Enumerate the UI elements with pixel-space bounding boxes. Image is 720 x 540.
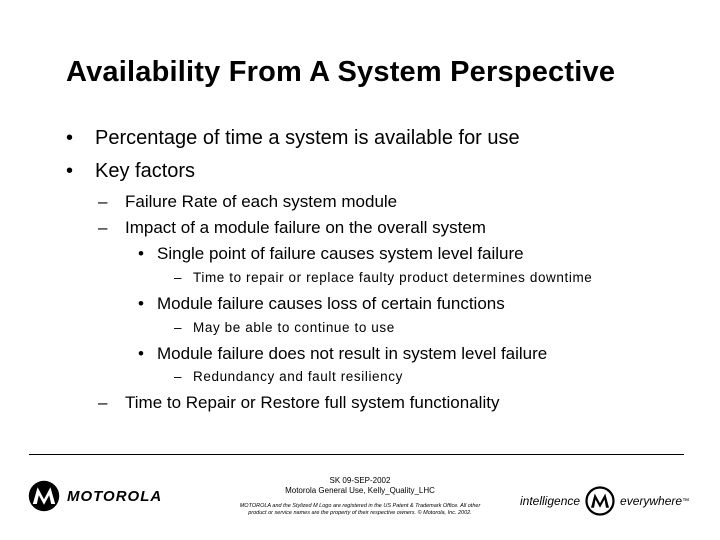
bullet-marker: – [98,393,108,412]
bullet-marker: – [174,320,183,335]
footer-classification: Motorola General Use, Kelly_Quality_LHC [285,486,435,495]
footer-info [210,476,510,496]
bullet-level2 [98,192,397,212]
tagline-intelligence: intelligence [520,494,581,508]
bullet-text: Module failure causes loss of certain functions [157,294,505,313]
bullet-text: Failure Rate of each system module [125,192,398,211]
legal-line-1: MOTOROLA and the Stylized M Logo are registered in the US Patent & Trademark Office. All other [239,503,481,509]
footer-divider [29,454,684,455]
bullet-marker: – [174,369,183,384]
bullet-marker: • [66,127,74,149]
footer-date: SK 09-SEP-2002 [329,476,391,485]
slide-title: Availability From A System Perspective [66,56,616,88]
legal-line-2: product or service names are the property of their respective owners. © Motorola, Inc. 2002. [248,510,472,516]
bullet-text: Module failure does not result in system level failure [157,344,548,363]
bullet-text: Percentage of time a system is available for use [95,127,520,149]
tagline [520,486,689,516]
bullet-marker: • [138,344,144,363]
bullet-level2 [98,218,486,238]
bullet-marker: – [98,192,108,211]
footer-legal [200,503,520,517]
bullet-text: May be able to continue to use [193,320,395,335]
bullet-text: Single point of failure causes system level failure [157,244,524,263]
bullet-text: Redundancy and fault resiliency [193,369,403,384]
bullet-text: Impact of a module failure on the overall system [125,218,486,237]
motorola-wordmark: MOTOROLA [67,488,163,505]
motorola-logo-icon [28,480,60,512]
bullet-marker: – [98,218,108,237]
bullet-level1 [66,160,195,183]
bullet-level4 [174,270,592,285]
bullet-text: Time to Repair or Restore full system functionality [125,393,500,412]
bullet-marker: • [66,160,74,182]
bullet-text: Time to repair or replace faulty product determines downtime [193,270,593,285]
bullet-level3 [138,294,505,314]
tagline-everywhere: everywhere [620,494,683,508]
motorola-mark-icon [585,486,615,516]
bullet-marker: • [138,244,144,263]
bullet-level3 [138,344,547,364]
bullet-text: Key factors [95,160,196,182]
bullet-level2 [98,393,499,413]
bullet-level4 [174,320,395,335]
bullet-marker: • [138,294,144,313]
trademark-symbol: ™ [682,497,690,505]
bullet-level3 [138,244,524,264]
bullet-marker: – [174,270,183,285]
bullet-level1 [66,127,520,150]
bullet-level4 [174,369,403,384]
